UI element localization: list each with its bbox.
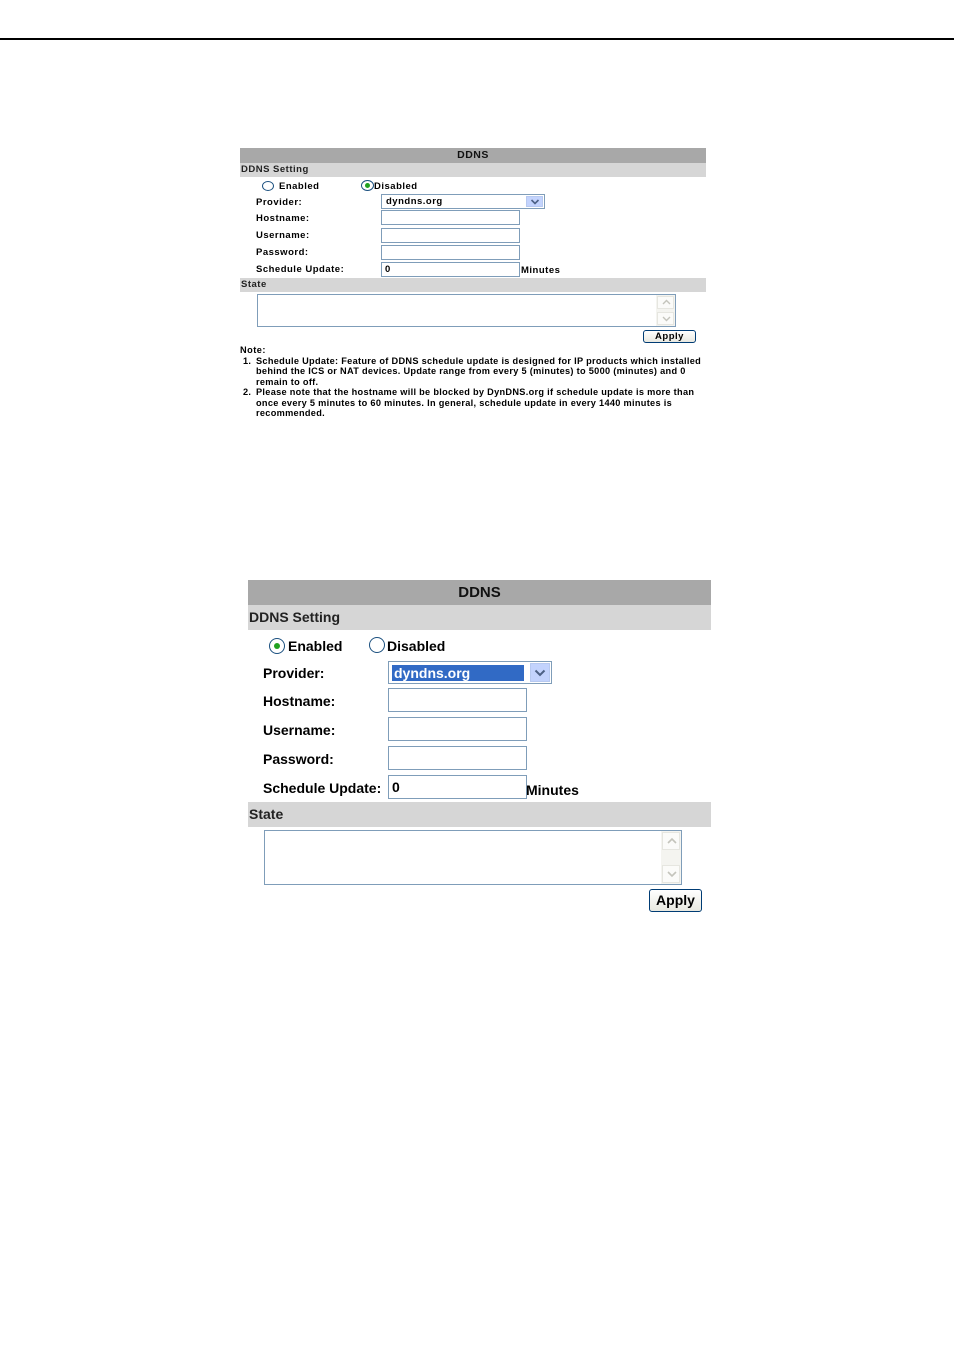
radio-enabled[interactable]: [269, 638, 285, 654]
ddns-panel-large: [248, 580, 711, 915]
hostname-label: Hostname:: [263, 693, 336, 709]
scroll-up-icon[interactable]: [662, 832, 680, 850]
scroll-up-icon[interactable]: [657, 296, 674, 309]
note-number: 1.: [243, 356, 252, 366]
provider-select[interactable]: [381, 194, 545, 209]
panel-title: DDNS: [248, 580, 711, 605]
password-input[interactable]: [388, 746, 527, 770]
panel-title: DDNS: [240, 148, 706, 163]
note-number: 2.: [243, 387, 252, 398]
state-textarea[interactable]: [264, 830, 682, 885]
provider-value: dyndns.org: [386, 196, 443, 207]
username-label: Username:: [263, 722, 336, 738]
provider-label: Provider:: [256, 197, 303, 208]
provider-value: dyndns.org: [392, 665, 524, 681]
state-scrollbar[interactable]: [661, 831, 681, 884]
schedule-update-label: Schedule Update:: [263, 780, 382, 796]
radio-enabled[interactable]: [262, 181, 274, 191]
section-ddns-setting: DDNS Setting: [240, 163, 706, 177]
chevron-down-icon[interactable]: [526, 196, 543, 207]
radio-disabled-label: Disabled: [387, 638, 446, 654]
scroll-down-icon[interactable]: [657, 312, 674, 325]
radio-enabled-label: Enabled: [279, 181, 320, 192]
chevron-down-icon[interactable]: [530, 663, 550, 682]
note-item-2: [240, 387, 706, 418]
password-label: Password:: [263, 751, 334, 767]
notes-list: [240, 356, 706, 418]
username-input[interactable]: [388, 717, 527, 741]
schedule-update-input[interactable]: 0: [388, 775, 527, 799]
state-scrollbar[interactable]: [656, 295, 675, 326]
password-label: Password:: [256, 247, 309, 258]
hostname-input[interactable]: [381, 210, 520, 225]
state-textarea[interactable]: [257, 294, 676, 327]
note-text: Please note that the hostname will be blocked by DynDNS.org if schedule update is more than once every 5 minutes to 60 minutes. In general, schedule update in every 1440 minutes is recommended.: [256, 387, 695, 419]
section-state: State: [248, 802, 711, 827]
page-header-rule: [0, 38, 954, 40]
hostname-label: Hostname:: [256, 213, 310, 224]
apply-button[interactable]: Apply: [649, 889, 702, 912]
schedule-unit: Minutes: [521, 265, 561, 276]
provider-label: Provider:: [263, 665, 325, 681]
note-heading: Note:: [240, 345, 266, 355]
provider-select[interactable]: [388, 661, 552, 684]
schedule-unit: Minutes: [526, 782, 579, 798]
radio-disabled[interactable]: [369, 637, 385, 653]
radio-disabled-label: Disabled: [374, 181, 418, 192]
note-text: Schedule Update: Feature of DDNS schedule update is designed for IP products which installed behind the ICS or NAT devices. Update range from every 5 (minutes) to 5000 (minutes) and 0 remain to off.: [256, 356, 702, 387]
username-label: Username:: [256, 230, 310, 241]
note-item-1: [240, 356, 706, 387]
schedule-update-label: Schedule Update:: [256, 264, 345, 275]
password-input[interactable]: [381, 245, 520, 260]
radio-disabled[interactable]: [361, 180, 374, 191]
apply-button[interactable]: Apply: [643, 330, 696, 343]
section-state: State: [240, 278, 706, 292]
radio-enabled-label: Enabled: [288, 638, 343, 654]
username-input[interactable]: [381, 228, 520, 243]
section-ddns-setting: DDNS Setting: [248, 605, 711, 630]
hostname-input[interactable]: [388, 688, 527, 712]
schedule-update-input[interactable]: 0: [381, 262, 520, 277]
ddns-panel-small: [240, 148, 706, 443]
scroll-down-icon[interactable]: [662, 865, 680, 883]
